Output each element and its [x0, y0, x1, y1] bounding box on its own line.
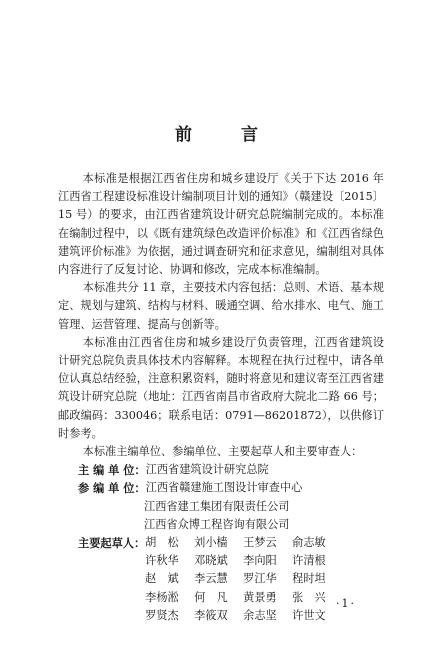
chief-unit-label: 主 编 单 位： [78, 463, 146, 478]
chief-unit-row [58, 461, 384, 479]
drafter-name: 罗江华 [243, 572, 277, 586]
drafter-name: 李云慧 [194, 572, 228, 586]
drafter-name: 李筱双 [194, 608, 228, 622]
paragraph: 本标准是根据江西省住房和城乡建设厅《关于下达 2016 年江西省工程建设标准设计编制项目计划的通知》（赣建设〔2015〕15 号）的要求，由江西省建筑设计研究总院编制完成的。本标准在编制过程中，以《既有建筑绿色改造评价标准》和《江西省绿色建筑评价标准》为依据，通过调查研究和征求意见，编制组对具体内容进行了反复讨论、协调和修改，完成本标准编制。 [58, 172, 384, 277]
drafter-name: 刘小樯 [194, 536, 228, 550]
paragraph: 本标准主编单位、参编单位、主要起草人和主要审查人： [82, 445, 363, 459]
paragraph: 本标准由江西省住房和城乡建设厅负责管理，江西省建筑设计研究总院负责具体技术内容解释。本规程在执行过程中，请各单位认真总结经验，注意积累资料，随时将意见和建议寄至江西省建筑设计研究总院（地址：江西省南昌市省政府大院北二路 66 号；邮政编码：330046；联系电话：0791—86201872），以供修订时参考。 [58, 335, 384, 440]
drafters-label: 主要起草人： [78, 536, 146, 551]
drafter-name: 许秋华 [145, 554, 179, 568]
page-number: ·1· [336, 597, 356, 610]
participating-unit-value: 江西省建工集团有限责任公司 [144, 499, 290, 513]
drafter-name: 邓晓斌 [194, 554, 228, 568]
drafters-list [145, 534, 384, 625]
chief-unit-value: 江西省建筑设计研究总院 [145, 463, 269, 477]
drafter-name: 黄景勇 [243, 590, 277, 604]
drafter-name: 张 兴 [292, 590, 326, 604]
drafters-row [58, 534, 384, 625]
drafter-name: 李向阳 [243, 554, 277, 568]
drafter-name: 俞志敏 [292, 536, 326, 550]
drafter-name: 罗贤杰 [145, 608, 179, 622]
drafter-name: 许清根 [292, 554, 326, 568]
drafter-name: 王梦云 [243, 536, 277, 550]
participating-unit-value: 江西省众博工程咨询有限公司 [144, 517, 290, 531]
drafter-name: 余志坚 [243, 608, 277, 622]
drafter-name: 李杨淞 [145, 590, 179, 604]
drafter-name: 程时坦 [292, 572, 326, 586]
participating-unit-row [58, 479, 384, 497]
page-title: 前 言 [175, 125, 274, 145]
paragraph: 本标准共分 11 章，主要技术内容包括：总则、术语、基本规定、规划与建筑、结构与材料、暖通空调、给水排水、电气、施工管理、运营管理、提高与创新等。 [58, 281, 384, 331]
preface-body [58, 170, 384, 625]
drafter-name: 赵 斌 [145, 572, 179, 586]
drafter-name: 许世文 [292, 608, 326, 622]
participating-unit-value: 江西省赣建施工图设计审查中心 [145, 481, 303, 495]
drafter-name: 胡 松 [145, 536, 179, 550]
drafter-name: 何 凡 [194, 590, 228, 604]
participating-unit-label: 参 编 单 位： [78, 481, 146, 496]
